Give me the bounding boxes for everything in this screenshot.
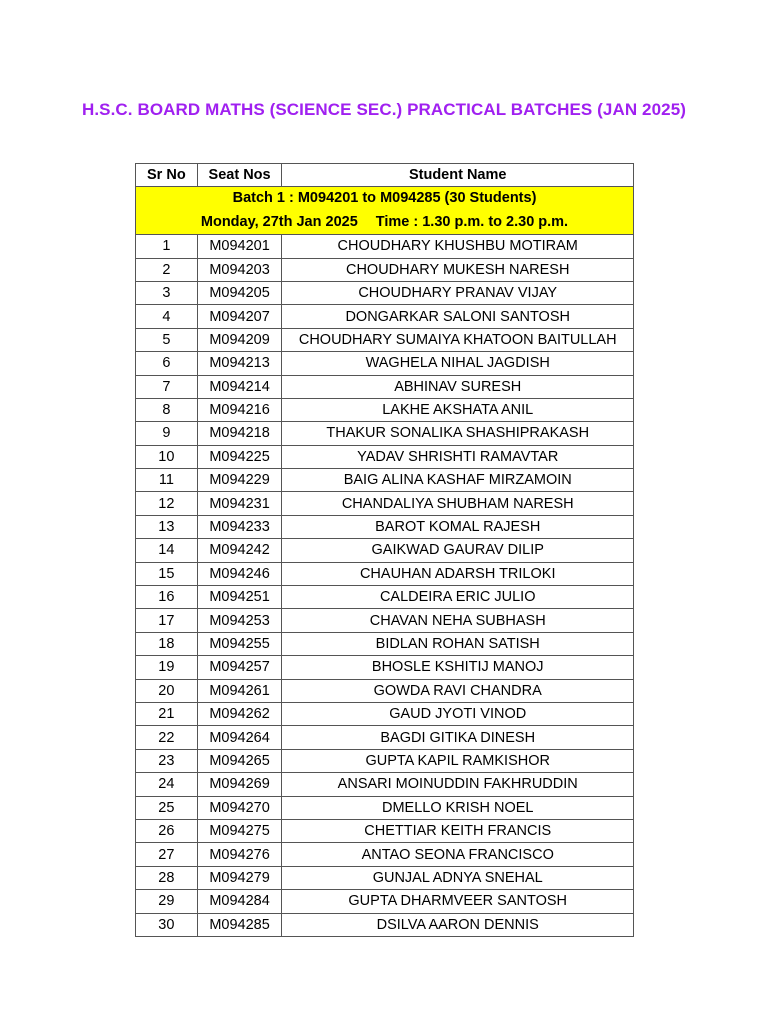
sr-no-cell: 21	[136, 702, 198, 725]
student-name-cell: CHAUHAN ADARSH TRILOKI	[282, 562, 634, 585]
batch-schedule	[138, 211, 631, 234]
table-row	[136, 632, 634, 655]
seat-no-cell: M094270	[197, 796, 282, 819]
sr-no-cell: 22	[136, 726, 198, 749]
seat-no-cell: M094255	[197, 632, 282, 655]
table-row	[136, 726, 634, 749]
sr-no-cell: 9	[136, 422, 198, 445]
seat-no-cell: M094213	[197, 352, 282, 375]
seat-no-cell: M094231	[197, 492, 282, 515]
seat-no-cell: M094201	[197, 235, 282, 258]
batch-info-row	[136, 187, 634, 235]
student-name-cell: BAGDI GITIKA DINESH	[282, 726, 634, 749]
table-row	[136, 866, 634, 889]
sr-no-cell: 27	[136, 843, 198, 866]
table-row	[136, 913, 634, 936]
sr-no-cell: 23	[136, 749, 198, 772]
table-header-row	[136, 164, 634, 187]
sr-no-cell: 25	[136, 796, 198, 819]
sr-no-cell: 29	[136, 890, 198, 913]
student-name-cell: GUPTA DHARMVEER SANTOSH	[282, 890, 634, 913]
student-name-cell: GOWDA RAVI CHANDRA	[282, 679, 634, 702]
seat-no-cell: M094257	[197, 656, 282, 679]
table-row	[136, 796, 634, 819]
table-row	[136, 843, 634, 866]
sr-no-cell: 12	[136, 492, 198, 515]
sr-no-cell: 17	[136, 609, 198, 632]
table-row	[136, 281, 634, 304]
batch-info-cell	[136, 187, 634, 235]
sr-no-cell: 15	[136, 562, 198, 585]
seat-no-cell: M094275	[197, 819, 282, 842]
seat-no-cell: M094233	[197, 515, 282, 538]
student-name-cell: YADAV SHRISHTI RAMAVTAR	[282, 445, 634, 468]
table-row	[136, 773, 634, 796]
student-name-cell: BIDLAN ROHAN SATISH	[282, 632, 634, 655]
seat-no-cell: M094264	[197, 726, 282, 749]
seat-no-cell: M094262	[197, 702, 282, 725]
student-name-cell: DONGARKAR SALONI SANTOSH	[282, 305, 634, 328]
student-batch-table	[135, 163, 634, 937]
sr-no-cell: 24	[136, 773, 198, 796]
sr-no-cell: 26	[136, 819, 198, 842]
header-student-name: Student Name	[282, 164, 634, 187]
table-row	[136, 562, 634, 585]
header-seat-nos: Seat Nos	[197, 164, 282, 187]
student-name-cell: CHOUDHARY KHUSHBU MOTIRAM	[282, 235, 634, 258]
seat-no-cell: M094225	[197, 445, 282, 468]
sr-no-cell: 6	[136, 352, 198, 375]
table-row	[136, 609, 634, 632]
batch-range-text: Batch 1 : M094201 to M094285 (30 Students)	[232, 190, 537, 207]
sr-no-cell: 2	[136, 258, 198, 281]
student-name-cell: BAROT KOMAL RAJESH	[282, 515, 634, 538]
sr-no-cell: 14	[136, 539, 198, 562]
student-name-cell: WAGHELA NIHAL JAGDISH	[282, 352, 634, 375]
seat-no-cell: M094218	[197, 422, 282, 445]
table-row	[136, 492, 634, 515]
table-row	[136, 679, 634, 702]
seat-no-cell: M094205	[197, 281, 282, 304]
batch-date-text: Monday, 27th Jan 2025	[200, 213, 358, 230]
table-row	[136, 469, 634, 492]
table-body	[136, 187, 634, 937]
seat-no-cell: M094209	[197, 328, 282, 351]
student-name-cell: BHOSLE KSHITIJ MANOJ	[282, 656, 634, 679]
sr-no-cell: 28	[136, 866, 198, 889]
table-row	[136, 305, 634, 328]
table-row	[136, 445, 634, 468]
sr-no-cell: 19	[136, 656, 198, 679]
table-row	[136, 749, 634, 772]
sr-no-cell: 16	[136, 586, 198, 609]
seat-no-cell: M094279	[197, 866, 282, 889]
table-row	[136, 702, 634, 725]
table-row	[136, 352, 634, 375]
seat-no-cell: M094285	[197, 913, 282, 936]
student-name-cell: CALDEIRA ERIC JULIO	[282, 586, 634, 609]
table-row	[136, 539, 634, 562]
sr-no-cell: 30	[136, 913, 198, 936]
seat-no-cell: M094269	[197, 773, 282, 796]
seat-no-cell: M094214	[197, 375, 282, 398]
student-name-cell: ANTAO SEONA FRANCISCO	[282, 843, 634, 866]
student-name-cell: DSILVA AARON DENNIS	[282, 913, 634, 936]
seat-no-cell: M094207	[197, 305, 282, 328]
student-name-cell: CHOUDHARY MUKESH NARESH	[282, 258, 634, 281]
page-title: H.S.C. BOARD MATHS (SCIENCE SEC.) PRACTICAL BATCHES (JAN 2025)	[81, 100, 687, 119]
sr-no-cell: 3	[136, 281, 198, 304]
student-name-cell: DMELLO KRISH NOEL	[282, 796, 634, 819]
table-row	[136, 515, 634, 538]
seat-no-cell: M094265	[197, 749, 282, 772]
sr-no-cell: 20	[136, 679, 198, 702]
student-name-cell: CHETTIAR KEITH FRANCIS	[282, 819, 634, 842]
seat-no-cell: M094284	[197, 890, 282, 913]
sr-no-cell: 8	[136, 398, 198, 421]
sr-no-cell: 18	[136, 632, 198, 655]
sr-no-cell: 1	[136, 235, 198, 258]
header-sr-no: Sr No	[136, 164, 198, 187]
seat-no-cell: M094242	[197, 539, 282, 562]
table-row	[136, 258, 634, 281]
student-name-cell: GAUD JYOTI VINOD	[282, 702, 634, 725]
student-name-cell: GUPTA KAPIL RAMKISHOR	[282, 749, 634, 772]
table-row	[136, 398, 634, 421]
student-name-cell: CHOUDHARY PRANAV VIJAY	[282, 281, 634, 304]
student-name-cell: CHANDALIYA SHUBHAM NARESH	[282, 492, 634, 515]
student-name-cell: CHAVAN NEHA SUBHASH	[282, 609, 634, 632]
table-row	[136, 235, 634, 258]
seat-no-cell: M094216	[197, 398, 282, 421]
table-row	[136, 656, 634, 679]
student-name-cell: LAKHE AKSHATA ANIL	[282, 398, 634, 421]
table-row	[136, 819, 634, 842]
batch-time-text: Time : 1.30 p.m. to 2.30 p.m.	[375, 213, 569, 230]
table-row	[136, 422, 634, 445]
seat-no-cell: M094276	[197, 843, 282, 866]
table-row	[136, 375, 634, 398]
seat-no-cell: M094251	[197, 586, 282, 609]
seat-no-cell: M094229	[197, 469, 282, 492]
seat-no-cell: M094261	[197, 679, 282, 702]
student-name-cell: BAIG ALINA KASHAF MIRZAMOIN	[282, 469, 634, 492]
student-name-cell: ANSARI MOINUDDIN FAKHRUDDIN	[282, 773, 634, 796]
seat-no-cell: M094203	[197, 258, 282, 281]
table-row	[136, 890, 634, 913]
student-name-cell: THAKUR SONALIKA SHASHIPRAKASH	[282, 422, 634, 445]
student-name-cell: GAIKWAD GAURAV DILIP	[282, 539, 634, 562]
sr-no-cell: 11	[136, 469, 198, 492]
seat-no-cell: M094253	[197, 609, 282, 632]
table-row	[136, 586, 634, 609]
sr-no-cell: 13	[136, 515, 198, 538]
sr-no-cell: 5	[136, 328, 198, 351]
sr-no-cell: 4	[136, 305, 198, 328]
student-name-cell: CHOUDHARY SUMAIYA KHATOON BAITULLAH	[282, 328, 634, 351]
sr-no-cell: 10	[136, 445, 198, 468]
student-name-cell: GUNJAL ADNYA SNEHAL	[282, 866, 634, 889]
seat-no-cell: M094246	[197, 562, 282, 585]
sr-no-cell: 7	[136, 375, 198, 398]
table-row	[136, 328, 634, 351]
student-name-cell: ABHINAV SURESH	[282, 375, 634, 398]
